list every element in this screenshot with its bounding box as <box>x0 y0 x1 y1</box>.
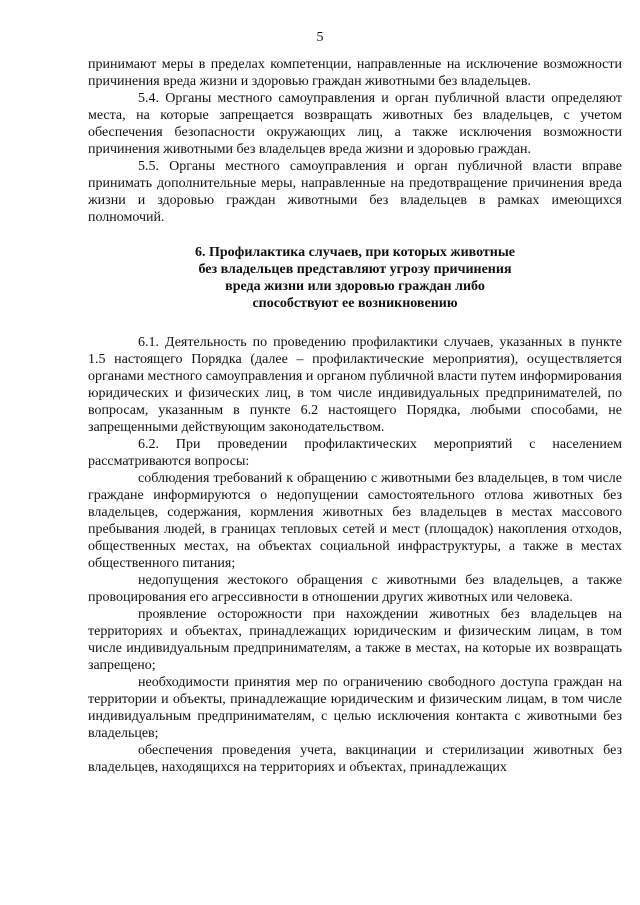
paragraph-5-5: 5.5. Органы местного самоуправления и орган публичной власти вправе принимать дополнительные меры, направленные на предотвращение причинения вреда жизни и здоровью граждан животными без владельцев в рамках имеющихся полномочий. <box>88 159 622 225</box>
list-item-access-restriction: необходимости принятия мер по ограничению свободного доступа граждан на территории и объекты, принадлежащие юридическим и физическим лицам, в том числе индивидуальным предпринимателям, с целью исключения контакта с животными без владельцев; <box>88 675 622 741</box>
paragraph-continuation: принимают меры в пределах компетенции, направленные на исключение возможности причинения вреда жизни и здоровью граждан животными без владельцев. <box>88 57 622 89</box>
heading-line: 6. Профилактика случаев, при которых животные <box>195 245 515 260</box>
list-item-vaccination: обеспечения проведения учета, вакцинации и стерилизации животных без владельцев, находящихся на территориях и объектах, принадлежащих <box>88 743 622 775</box>
document-body <box>88 56 622 776</box>
list-item-cruelty: недопущения жестокого обращения с животными без владельцев, а также провоцирования его агрессивности в отношении других животных или человека. <box>88 573 622 605</box>
paragraph-5-4: 5.4. Органы местного самоуправления и орган публичной власти определяют места, на которые запрещается возвращать животных без владельцев, с учетом обеспечения безопасности окружающих лиц, а также исключения возможности причинения животными без владельцев вреда жизни и здоровью граждан. <box>88 91 622 157</box>
heading-line: способствуют ее возникновению <box>252 296 458 311</box>
list-item-compliance: соблюдения требований к обращению с животными без владельцев, в том числе граждане информируются о недопущении самостоятельного отлова животных без владельцев, содержания, кормления животных без владельцев в местах массового пребывания людей, в границах тепловых сетей и мест (площадок) накопления отходов, общественных местах, на объектах социальной инфраструктуры, а также в местах общественного питания; <box>88 471 622 571</box>
page-number: 5 <box>316 30 324 45</box>
list-item-caution: проявление осторожности при нахождении животных без владельцев на территориях и объектах, принадлежащих юридическим и физическим лицам, в том числе индивидуальным предпринимателям, а также в местах, на которые их возвращать запрещено; <box>88 607 622 673</box>
paragraph-6-1: 6.1. Деятельность по проведению профилактики случаев, указанных в пункте 1.5 настоящего Порядка (далее – профилактические мероприятия), осуществляется органами местного самоуправления и органом публичной власти путем информирования юридических и физических лиц, в том числе индивидуальных предпринимателей, по вопросам, указанным в пункте 6.2 настоящего Порядка, любыми способами, не запрещенными действующим законодательством. <box>88 335 622 435</box>
paragraph-6-2: 6.2. При проведении профилактических мероприятий с населением рассматриваются вопросы: <box>88 437 622 469</box>
heading-line: без владельцев представляют угрозу причинения <box>198 262 512 277</box>
section-6-heading <box>88 244 622 312</box>
heading-line: вреда жизни или здоровью граждан либо <box>225 279 485 294</box>
